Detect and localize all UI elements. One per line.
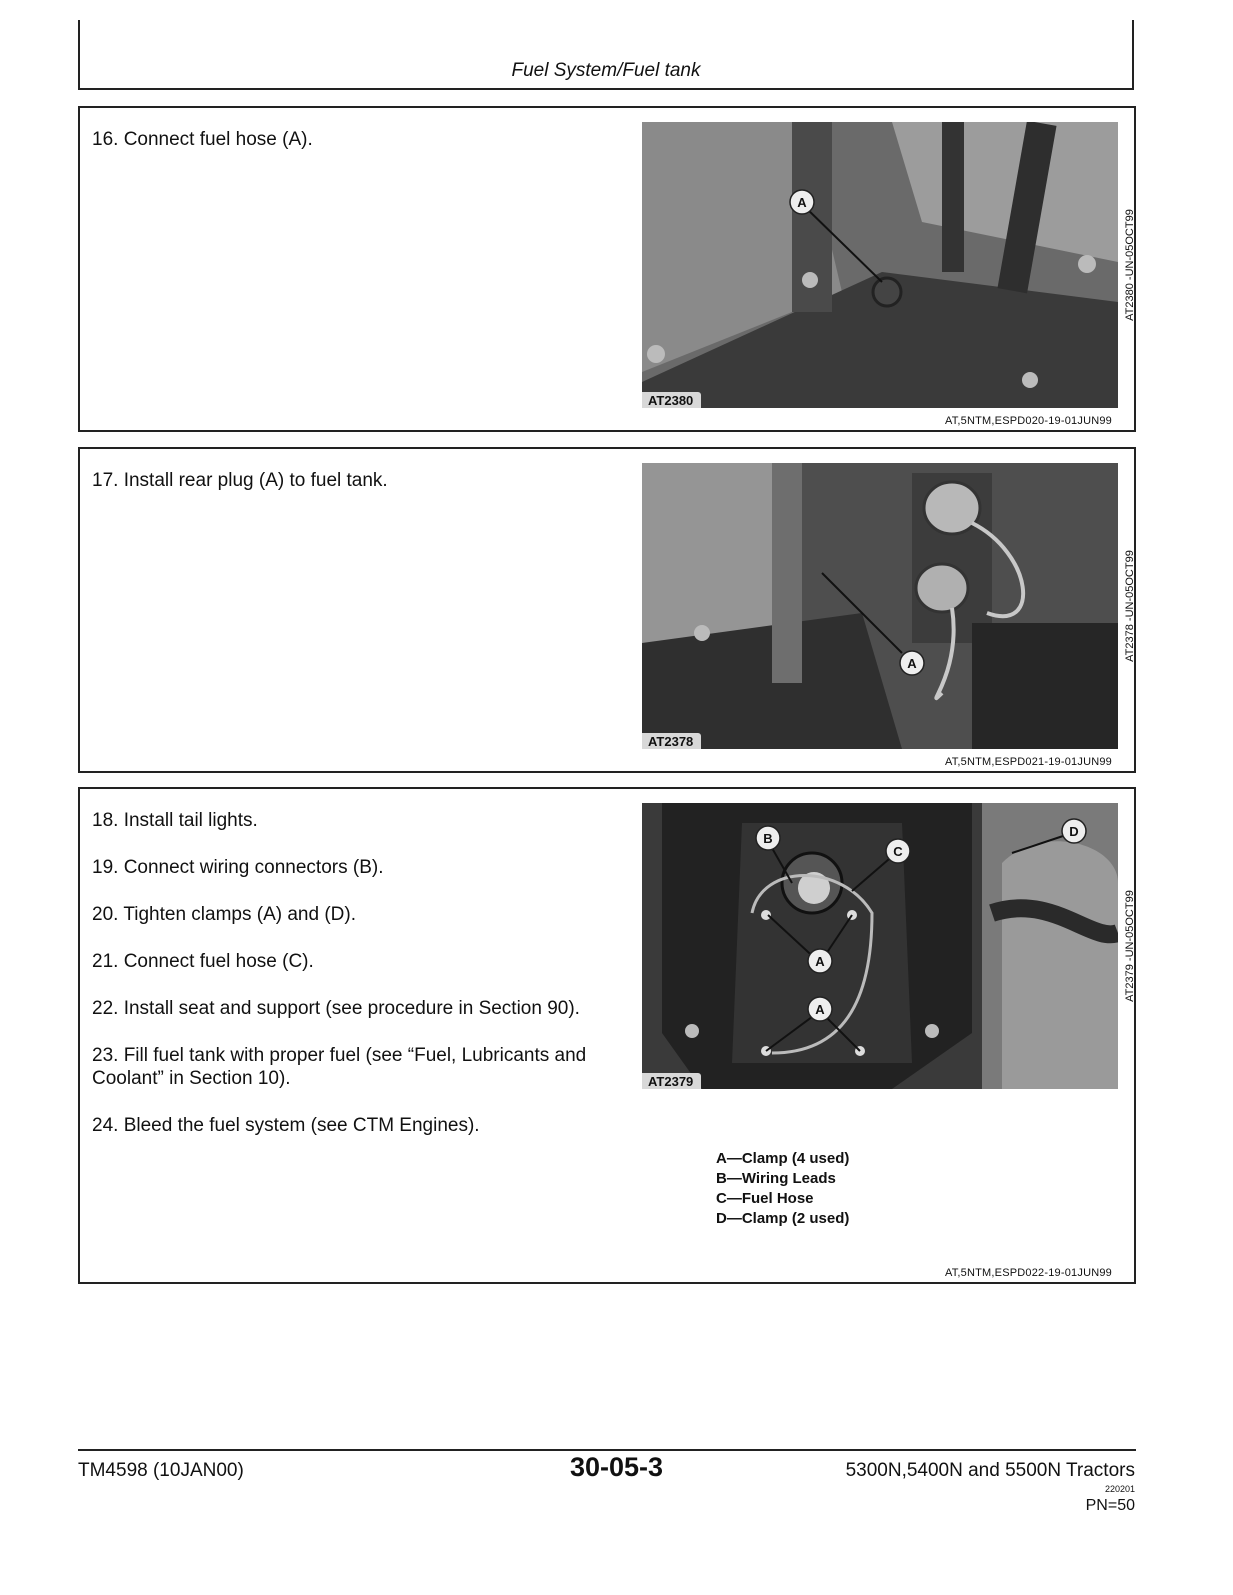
photo-fuel-hose	[642, 122, 1118, 408]
reference-code: AT,5NTM,ESPD021-19-01JUN99	[944, 756, 1112, 768]
side-code: AT2379 -UN-05OCT99	[1124, 890, 1136, 1002]
page-number: 30-05-3	[569, 1452, 664, 1482]
photo-label: AT2378	[642, 733, 701, 749]
step-item: 17. Install rear plug (A) to fuel tank.	[92, 470, 388, 491]
step-item: 21. Connect fuel hose (C).	[92, 951, 314, 972]
page-pn: PN=50	[1085, 1497, 1135, 1514]
legend-item: D—Clamp (2 used)	[716, 1210, 850, 1227]
footer-code: 220201	[1104, 1484, 1135, 1494]
photo-label: AT2380	[642, 392, 701, 408]
callout-a-label-2: A	[815, 1002, 825, 1017]
legend-item: B—Wiring Leads	[716, 1170, 836, 1187]
side-code: AT2378 -UN-05OCT99	[1124, 550, 1136, 662]
reference-code: AT,5NTM,ESPD020-19-01JUN99	[944, 415, 1112, 427]
photo-tank-connections	[642, 803, 1118, 1089]
photo-rear-plug	[642, 463, 1118, 749]
step-list	[92, 469, 602, 516]
procedure-section-1	[78, 106, 1136, 432]
figure-legend	[716, 1149, 849, 1229]
side-code: AT2380 -UN-05OCT99	[1124, 209, 1136, 321]
procedure-section-3	[78, 787, 1136, 1284]
callout-d-label: D	[1069, 824, 1079, 839]
callout-b-label: B	[763, 831, 773, 846]
step-item: 19. Connect wiring connectors (B).	[92, 857, 384, 878]
callout-c-label: C	[893, 844, 903, 859]
step-item: 16. Connect fuel hose (A).	[92, 129, 313, 150]
step-list	[92, 128, 602, 175]
callout-a-label: A	[907, 656, 917, 671]
step-list	[92, 809, 602, 1161]
callout-a-label: A	[815, 954, 825, 969]
procedure-section-2	[78, 447, 1136, 773]
step-item: 22. Install seat and support (see procedure in Section 90).	[92, 998, 580, 1019]
step-item: 24. Bleed the fuel system (see CTM Engines).	[92, 1115, 480, 1136]
step-item: 23. Fill fuel tank with proper fuel (see “Fuel, Lubricants and Coolant” in Section 10).	[92, 1045, 587, 1089]
footer-divider	[78, 1449, 1136, 1451]
step-item: 18. Install tail lights.	[92, 810, 258, 831]
callout-a-label: A	[797, 195, 807, 210]
legend-item: A—Clamp (4 used)	[716, 1150, 850, 1167]
document-id: TM4598 (10JAN00)	[78, 1460, 244, 1481]
reference-code: AT,5NTM,ESPD022-19-01JUN99	[944, 1267, 1112, 1279]
page-header	[78, 20, 1134, 90]
photo-label: AT2379	[642, 1073, 701, 1089]
product-name: 5300N,5400N and 5500N Tractors	[845, 1460, 1135, 1481]
step-item: 20. Tighten clamps (A) and (D).	[92, 904, 356, 925]
page-title: Fuel System/Fuel tank	[511, 60, 701, 81]
legend-item: C—Fuel Hose	[716, 1190, 814, 1207]
